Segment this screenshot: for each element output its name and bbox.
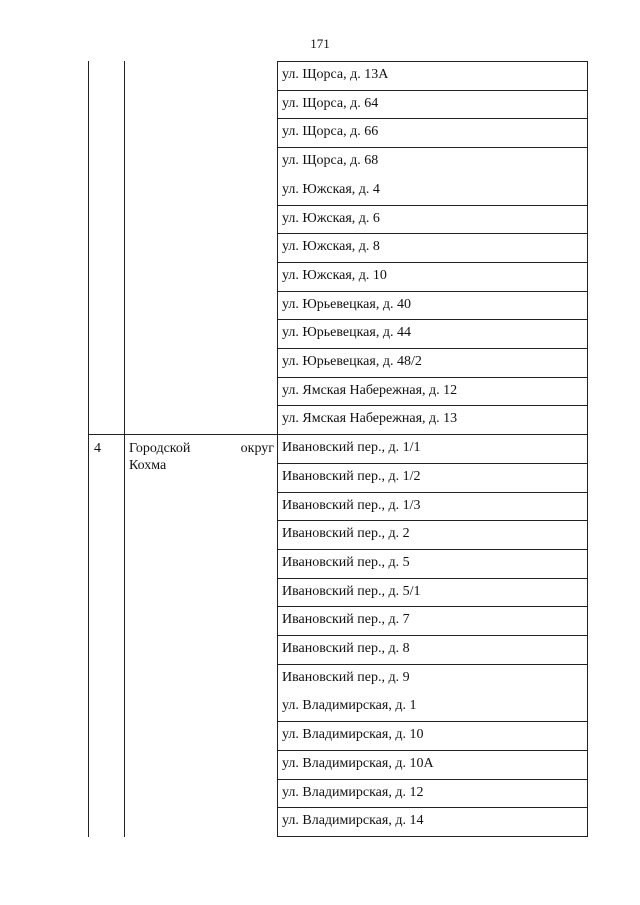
group-name-line2: Кохма	[129, 458, 167, 474]
address-cell: Ивановский пер., д. 5/1	[282, 583, 421, 599]
address-cell: ул. Владимирская, д. 10	[282, 727, 424, 743]
address-cell: Ивановский пер., д. 7	[282, 612, 410, 628]
address-cell: ул. Владимирская, д. 10А	[282, 755, 434, 771]
row-separator	[277, 836, 588, 837]
address-cell: ул. Южская, д. 4	[282, 181, 380, 197]
address-cell: ул. Южская, д. 10	[282, 267, 387, 283]
address-cell: Ивановский пер., д. 1/2	[282, 468, 421, 484]
address-cell: ул. Южская, д. 8	[282, 239, 380, 255]
address-cell: ул. Ямская Набережная, д. 13	[282, 411, 458, 427]
address-cell: ул. Щорса, д. 68	[282, 153, 379, 169]
address-cell: ул. Юрьевецкая, д. 48/2	[282, 354, 422, 369]
address-cell: Ивановский пер., д. 1/3	[282, 497, 421, 513]
address-cell: ул. Щорса, д. 13А	[282, 67, 389, 82]
address-cell: Ивановский пер., д. 1/1	[282, 440, 421, 456]
page-number: 171	[310, 36, 330, 51]
address-cell: Ивановский пер., д. 2	[282, 526, 410, 542]
group-number: 4	[94, 441, 101, 457]
address-cell: ул. Владимирская, д. 12	[282, 784, 424, 800]
address-cell: ул. Южская, д. 6	[282, 210, 380, 226]
address-table	[88, 61, 588, 837]
address-cell: Ивановский пер., д. 9	[282, 669, 410, 685]
address-cell: ул. Щорса, д. 66	[282, 124, 379, 140]
group-name-word2: округ	[240, 441, 274, 457]
address-cell: Ивановский пер., д. 5	[282, 554, 410, 570]
address-cell: ул. Юрьевецкая, д. 44	[282, 325, 411, 341]
column-divider-number	[124, 61, 125, 837]
address-cell: ул. Владимирская, д. 14	[282, 813, 424, 829]
address-cell: ул. Ямская Набережная, д. 12	[282, 382, 458, 398]
address-cell: ул. Юрьевецкая, д. 40	[282, 296, 411, 312]
address-cell: ул. Владимирская, д. 1	[282, 698, 417, 714]
address-cell: Ивановский пер., д. 8	[282, 641, 410, 656]
group-name-word1: Городской	[129, 441, 191, 457]
group-name	[129, 440, 274, 474]
address-cell: ул. Щорса, д. 64	[282, 95, 379, 111]
table-border-left	[88, 61, 89, 837]
